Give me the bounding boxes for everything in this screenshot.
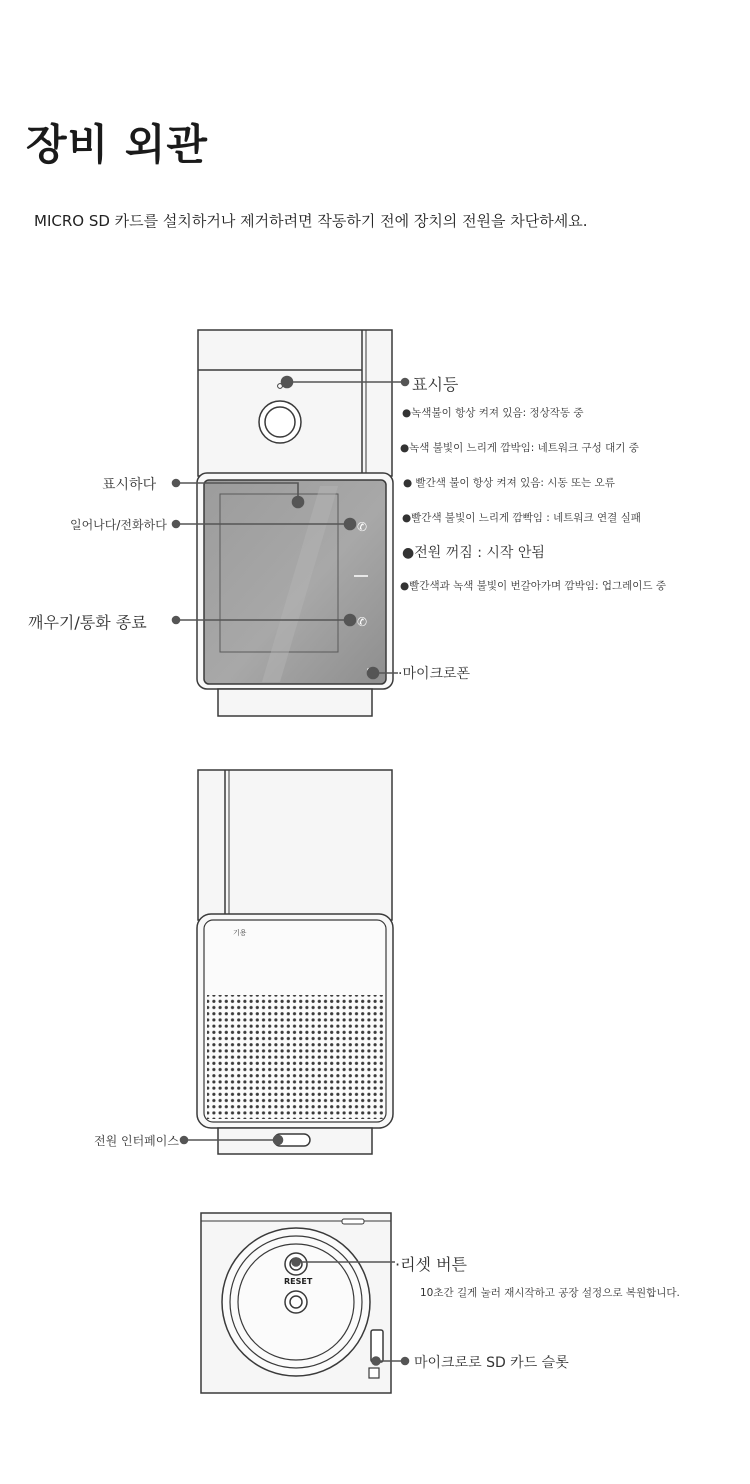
reset-button-label: ·리셋 버튼 (395, 1255, 467, 1274)
sd-card-notice: MICRO SD 카드를 설치하거나 제거하려면 작동하기 전에 장치의 전원을 차단하세요. (34, 212, 588, 230)
back-view-device (181, 770, 394, 1154)
indicator-state-5: ●전원 꺼짐 : 시작 안됨 (402, 545, 545, 561)
wake-hangup-label: 깨우기/통화 종료 (28, 613, 147, 632)
sd-slot-label: 마이크로로 SD 카드 슬롯 (414, 1355, 569, 1371)
indicator-state-1: ●녹색불이 항상 켜져 있음: 정상작동 중 (402, 407, 584, 419)
indicator-state-2: ●녹색 불빛이 느리게 깜박임: 네트워크 구성 대기 중 (400, 442, 639, 454)
reset-description: 10초간 길게 눌러 재시작하고 공장 설정으로 복원합니다. (420, 1287, 680, 1299)
svg-text:✆: ✆ (357, 520, 368, 534)
front-view-device (173, 330, 409, 716)
indicator-label: 표시등 (412, 375, 459, 394)
speaker-mark: 기용 (233, 929, 247, 937)
indicator-state-6: ●빨간색과 녹색 불빛이 번갈아가며 깜박임: 업그레이드 중 (400, 580, 667, 592)
speaker-grille (207, 995, 383, 1119)
reset-text: RESET (284, 1277, 313, 1286)
display-label: 표시하다 (102, 477, 157, 493)
indicator-state-3: ● 빨간색 불이 항상 켜져 있음: 시동 또는 오류 (403, 477, 615, 489)
indicator-state-4: ●빨간색 불빛이 느리게 깜빡임 : 네트워크 연결 실패 (402, 512, 641, 524)
answer-call-label: 일어나다/전화하다 (70, 518, 167, 532)
microphone-label: ·마이크로폰 (398, 666, 471, 682)
page-title: 장비 외관 (26, 120, 208, 169)
bottom-view-device (201, 1213, 409, 1393)
power-interface-label: 전원 인터페이스 (94, 1134, 179, 1148)
svg-text:✆: ✆ (357, 615, 368, 629)
